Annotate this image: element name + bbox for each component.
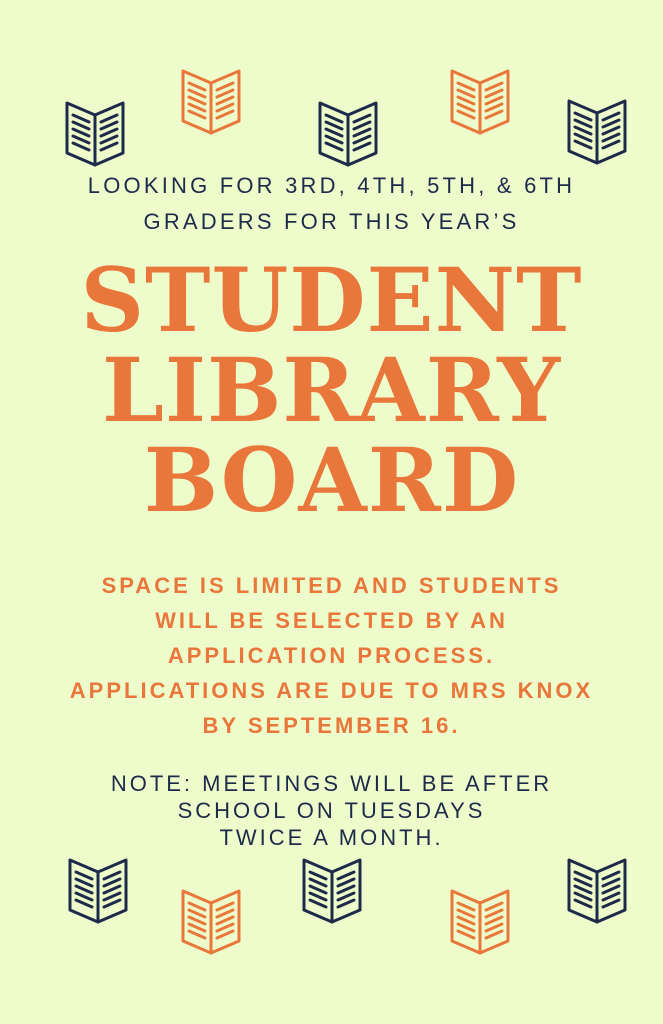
note-line: TWICE A MONTH.: [219, 825, 444, 850]
details-line: BY SEPTEMBER 16.: [202, 713, 461, 738]
details-line: APPLICATIONS ARE DUE TO MRS KNOX: [69, 678, 594, 703]
poster-title: [0, 248, 663, 532]
application-details: [0, 568, 663, 743]
note-line: SCHOOL ON TUESDAYS: [177, 798, 486, 823]
title-line: STUDENT: [80, 248, 583, 352]
open-book-icon: [448, 69, 512, 135]
open-book-icon: [316, 101, 380, 167]
intro-line: GRADERS FOR THIS YEAR’S: [143, 209, 520, 234]
details-line: WILL BE SELECTED BY AN: [155, 608, 508, 633]
open-book-icon: [565, 99, 629, 165]
open-book-icon: [300, 858, 364, 924]
open-book-icon: [63, 101, 127, 167]
open-book-icon: [448, 889, 512, 955]
note-line: NOTE: MEETINGS WILL BE AFTER: [110, 771, 553, 796]
open-book-icon: [179, 69, 243, 135]
meeting-note: [0, 770, 663, 851]
details-line: APPLICATION PROCESS.: [167, 643, 496, 668]
open-book-icon: [66, 858, 130, 924]
intro-line: LOOKING FOR 3RD, 4TH, 5TH, & 6TH: [87, 173, 576, 198]
open-book-icon: [565, 858, 629, 924]
open-book-icon: [179, 889, 243, 955]
title-line: LIBRARY: [101, 338, 562, 442]
intro-text: [0, 168, 663, 240]
details-line: SPACE IS LIMITED AND STUDENTS: [101, 573, 562, 598]
title-line: BOARD: [143, 428, 520, 532]
